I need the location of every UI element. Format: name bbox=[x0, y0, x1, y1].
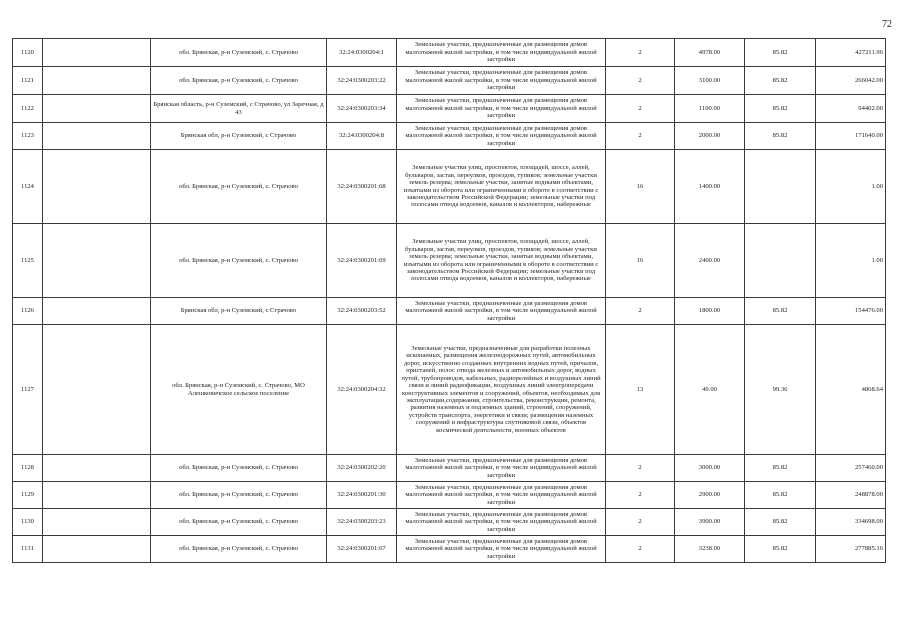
category-cell: 2 bbox=[606, 123, 675, 150]
area-cell: 2000.00 bbox=[675, 123, 745, 150]
address-cell: Брянская обл, р-н Суземский, с Страчово bbox=[151, 123, 327, 150]
area-cell: 1100.00 bbox=[675, 95, 745, 123]
land-use-cell: Земельные участки, предназначенные для размещения домов малоэтажной жилой застройки, в том числе индивидуальной жилой застройки bbox=[397, 482, 606, 509]
cadastral-value-cell: 154476.00 bbox=[816, 298, 886, 325]
cadastral-number-cell: 32:24:0300204:1 bbox=[327, 39, 397, 67]
rate-cell: 85.82 bbox=[745, 509, 816, 536]
cadastral-number-cell: 32:24:0300203:23 bbox=[327, 509, 397, 536]
cadastral-number-cell: 32:24:0300201:68 bbox=[327, 150, 397, 224]
blank-cell bbox=[43, 482, 151, 509]
blank-cell bbox=[43, 224, 151, 298]
rate-cell: 99.36 bbox=[745, 325, 816, 455]
blank-cell bbox=[43, 67, 151, 95]
cadastral-value-cell: 171640.00 bbox=[816, 123, 886, 150]
table-row bbox=[13, 298, 886, 325]
table-row bbox=[13, 150, 886, 224]
land-use-cell: Земельные участки, предназначенные для размещения домов малоэтажной жилой застройки, в том числе индивидуальной жилой застройки bbox=[397, 95, 606, 123]
cadastral-value-cell: 334698.00 bbox=[816, 509, 886, 536]
category-cell: 2 bbox=[606, 482, 675, 509]
row-number: 1131 bbox=[13, 536, 43, 563]
address-cell: Брянская область, р-н Суземский, с Страчово, ул Заречная, д 43 bbox=[151, 95, 327, 123]
address-cell: Брянская обл, р-н Суземский, с Страчово bbox=[151, 298, 327, 325]
cadastral-number-cell: 32:24:0300203:22 bbox=[327, 67, 397, 95]
cadastral-value-cell: 427211.96 bbox=[816, 39, 886, 67]
category-cell: 2 bbox=[606, 67, 675, 95]
blank-cell bbox=[43, 95, 151, 123]
table-row bbox=[13, 482, 886, 509]
table-row bbox=[13, 536, 886, 563]
rate-cell: 85.82 bbox=[745, 39, 816, 67]
category-cell: 2 bbox=[606, 455, 675, 482]
land-use-cell: Земельные участки, предназначенные для размещения домов малоэтажной жилой застройки, в том числе индивидуальной жилой застройки bbox=[397, 298, 606, 325]
cadastral-value-cell: 266042.00 bbox=[816, 67, 886, 95]
row-number: 1127 bbox=[13, 325, 43, 455]
cadastral-number-cell: 32:24:0300203:52 bbox=[327, 298, 397, 325]
rate-cell: 85.82 bbox=[745, 455, 816, 482]
row-number: 1124 bbox=[13, 150, 43, 224]
blank-cell bbox=[43, 39, 151, 67]
category-cell: 16 bbox=[606, 150, 675, 224]
area-cell: 1800.00 bbox=[675, 298, 745, 325]
blank-cell bbox=[43, 509, 151, 536]
land-use-cell: Земельные участки, предназначенные для разработки полезных ископаемых, размещения железнодорожных путей, автомобильных дорог, искусственно созданных внутренних водных путей, причалов, пристаней, полос отвода железных и автомобильных дорог, водных путей, трубопроводов, кабельных, радиорелейных и воздушных линий связи и линий радиофикации, воздушных линий электропередачи конструктивных элементов и сооружений, объектов, необходимых для эксплуатации,содержания, строительства, реконструкции, ремонта, развития наземных и подземных зданий, строений, сооружений, устройств транспорта, энергетики и связи; размещения наземных сооружений и инфраструктуры спутниковой связи, объектов космической деятельности, военных объектов bbox=[397, 325, 606, 455]
rate-cell bbox=[745, 224, 816, 298]
cadastral-value-cell: 277885.16 bbox=[816, 536, 886, 563]
row-number: 1122 bbox=[13, 95, 43, 123]
land-use-cell: Земельные участки, предназначенные для размещения домов малоэтажной жилой застройки, в том числе индивидуальной жилой застройки bbox=[397, 509, 606, 536]
cadastral-number-cell: 32:24:0300201:30 bbox=[327, 482, 397, 509]
cadastral-number-cell: 32:24:0300201:69 bbox=[327, 224, 397, 298]
blank-cell bbox=[43, 298, 151, 325]
row-number: 1129 bbox=[13, 482, 43, 509]
category-cell: 2 bbox=[606, 509, 675, 536]
address-cell: обл. Брянская, р-н Суземский, с. Страчово bbox=[151, 536, 327, 563]
land-use-cell: Земельные участки, предназначенные для размещения домов малоэтажной жилой застройки, в том числе индивидуальной жилой застройки bbox=[397, 67, 606, 95]
area-cell: 3100.00 bbox=[675, 67, 745, 95]
land-use-cell: Земельные участки, предназначенные для размещения домов малоэтажной жилой застройки, в том числе индивидуальной жилой застройки bbox=[397, 123, 606, 150]
table-row bbox=[13, 67, 886, 95]
blank-cell bbox=[43, 536, 151, 563]
blank-cell bbox=[43, 123, 151, 150]
address-cell: обл. Брянская, р-н Суземский, с. Страчово bbox=[151, 455, 327, 482]
page-number: 72 bbox=[882, 19, 892, 30]
land-registry-table bbox=[12, 38, 886, 563]
category-cell: 16 bbox=[606, 224, 675, 298]
rate-cell: 85.82 bbox=[745, 67, 816, 95]
category-cell: 2 bbox=[606, 39, 675, 67]
land-use-cell: Земельные участки, предназначенные для размещения домов малоэтажной жилой застройки, в том числе индивидуальной жилой застройки bbox=[397, 39, 606, 67]
cadastral-value-cell: 1.00 bbox=[816, 150, 886, 224]
cadastral-value-cell: 4868.64 bbox=[816, 325, 886, 455]
table-row bbox=[13, 39, 886, 67]
rate-cell bbox=[745, 150, 816, 224]
category-cell: 2 bbox=[606, 298, 675, 325]
blank-cell bbox=[43, 325, 151, 455]
cadastral-number-cell: 32:24:0300204:8 bbox=[327, 123, 397, 150]
address-cell: обл. Брянская, р-н Суземский, с. Страчово bbox=[151, 67, 327, 95]
address-cell: обл. Брянская, р-н Суземский, с. Страчово bbox=[151, 150, 327, 224]
table-row bbox=[13, 325, 886, 455]
address-cell: обл. Брянская, р-н Суземский, с. Страчово bbox=[151, 509, 327, 536]
row-number: 1123 bbox=[13, 123, 43, 150]
cadastral-number-cell: 32:24:0300202:20 bbox=[327, 455, 397, 482]
row-number: 1125 bbox=[13, 224, 43, 298]
table-row bbox=[13, 123, 886, 150]
cadastral-number-cell: 32:24:0300204:32 bbox=[327, 325, 397, 455]
row-number: 1128 bbox=[13, 455, 43, 482]
blank-cell bbox=[43, 455, 151, 482]
rate-cell: 85.82 bbox=[745, 536, 816, 563]
address-cell: обл. Брянская, р-н Суземский, с. Страчово bbox=[151, 224, 327, 298]
address-cell: обл. Брянская, р-н Суземский, с. Страчово, МО Алешковичское сельское поселение bbox=[151, 325, 327, 455]
land-use-cell: Земельные участки, предназначенные для размещения домов малоэтажной жилой застройки, в том числе индивидуальной жилой застройки bbox=[397, 455, 606, 482]
area-cell: 3900.00 bbox=[675, 509, 745, 536]
rate-cell: 85.82 bbox=[745, 482, 816, 509]
cadastral-value-cell: 248878.00 bbox=[816, 482, 886, 509]
cadastral-number-cell: 32:24:0300203:34 bbox=[327, 95, 397, 123]
table-row bbox=[13, 224, 886, 298]
rate-cell: 85.82 bbox=[745, 123, 816, 150]
area-cell: 49.00 bbox=[675, 325, 745, 455]
land-use-cell: Земельные участки, предназначенные для размещения домов малоэтажной жилой застройки, в том числе индивидуальной жилой застройки bbox=[397, 536, 606, 563]
area-cell: 1400.00 bbox=[675, 150, 745, 224]
rate-cell: 85.82 bbox=[745, 95, 816, 123]
category-cell: 13 bbox=[606, 325, 675, 455]
table-row bbox=[13, 95, 886, 123]
area-cell: 3238.00 bbox=[675, 536, 745, 563]
table-row bbox=[13, 509, 886, 536]
row-number: 1130 bbox=[13, 509, 43, 536]
cadastral-value-cell: 257460.00 bbox=[816, 455, 886, 482]
rate-cell: 85.82 bbox=[745, 298, 816, 325]
blank-cell bbox=[43, 150, 151, 224]
area-cell: 2900.00 bbox=[675, 482, 745, 509]
category-cell: 2 bbox=[606, 536, 675, 563]
area-cell: 4978.00 bbox=[675, 39, 745, 67]
category-cell: 2 bbox=[606, 95, 675, 123]
address-cell: обл. Брянская, р-н Суземский, с. Страчово bbox=[151, 39, 327, 67]
table-row bbox=[13, 455, 886, 482]
row-number: 1126 bbox=[13, 298, 43, 325]
area-cell: 3000.00 bbox=[675, 455, 745, 482]
land-use-cell: Земельные участки улиц, проспектов, площадей, шоссе, аллей, бульваров, застав, переулков, проездов, тупиков; земельные участки земель резерва; земельные участки, занятые водными объектами, изъятыми из оборота или ограниченными в обороте в соответствии с законодательством Российской Федерации; земельные участки под полосами отвода водоемов, каналов и коллекторов, набережные bbox=[397, 150, 606, 224]
cadastral-number-cell: 32:24:0300201:67 bbox=[327, 536, 397, 563]
row-number: 1120 bbox=[13, 39, 43, 67]
cadastral-value-cell: 94402.00 bbox=[816, 95, 886, 123]
address-cell: обл. Брянская, р-н Суземский, с. Страчово bbox=[151, 482, 327, 509]
cadastral-value-cell: 1.00 bbox=[816, 224, 886, 298]
land-use-cell: Земельные участки улиц, проспектов, площадей, шоссе, аллей, бульваров, застав, переулков, проездов, тупиков; земельные участки земель резерва; земельные участки, занятые водными объектами, изъятыми из оборота или ограниченными в обороте в соответствии с законодательством Российской Федерации; земельные участки под полосами отвода водоемов, каналов и коллекторов, набережные bbox=[397, 224, 606, 298]
area-cell: 2400.00 bbox=[675, 224, 745, 298]
row-number: 1121 bbox=[13, 67, 43, 95]
